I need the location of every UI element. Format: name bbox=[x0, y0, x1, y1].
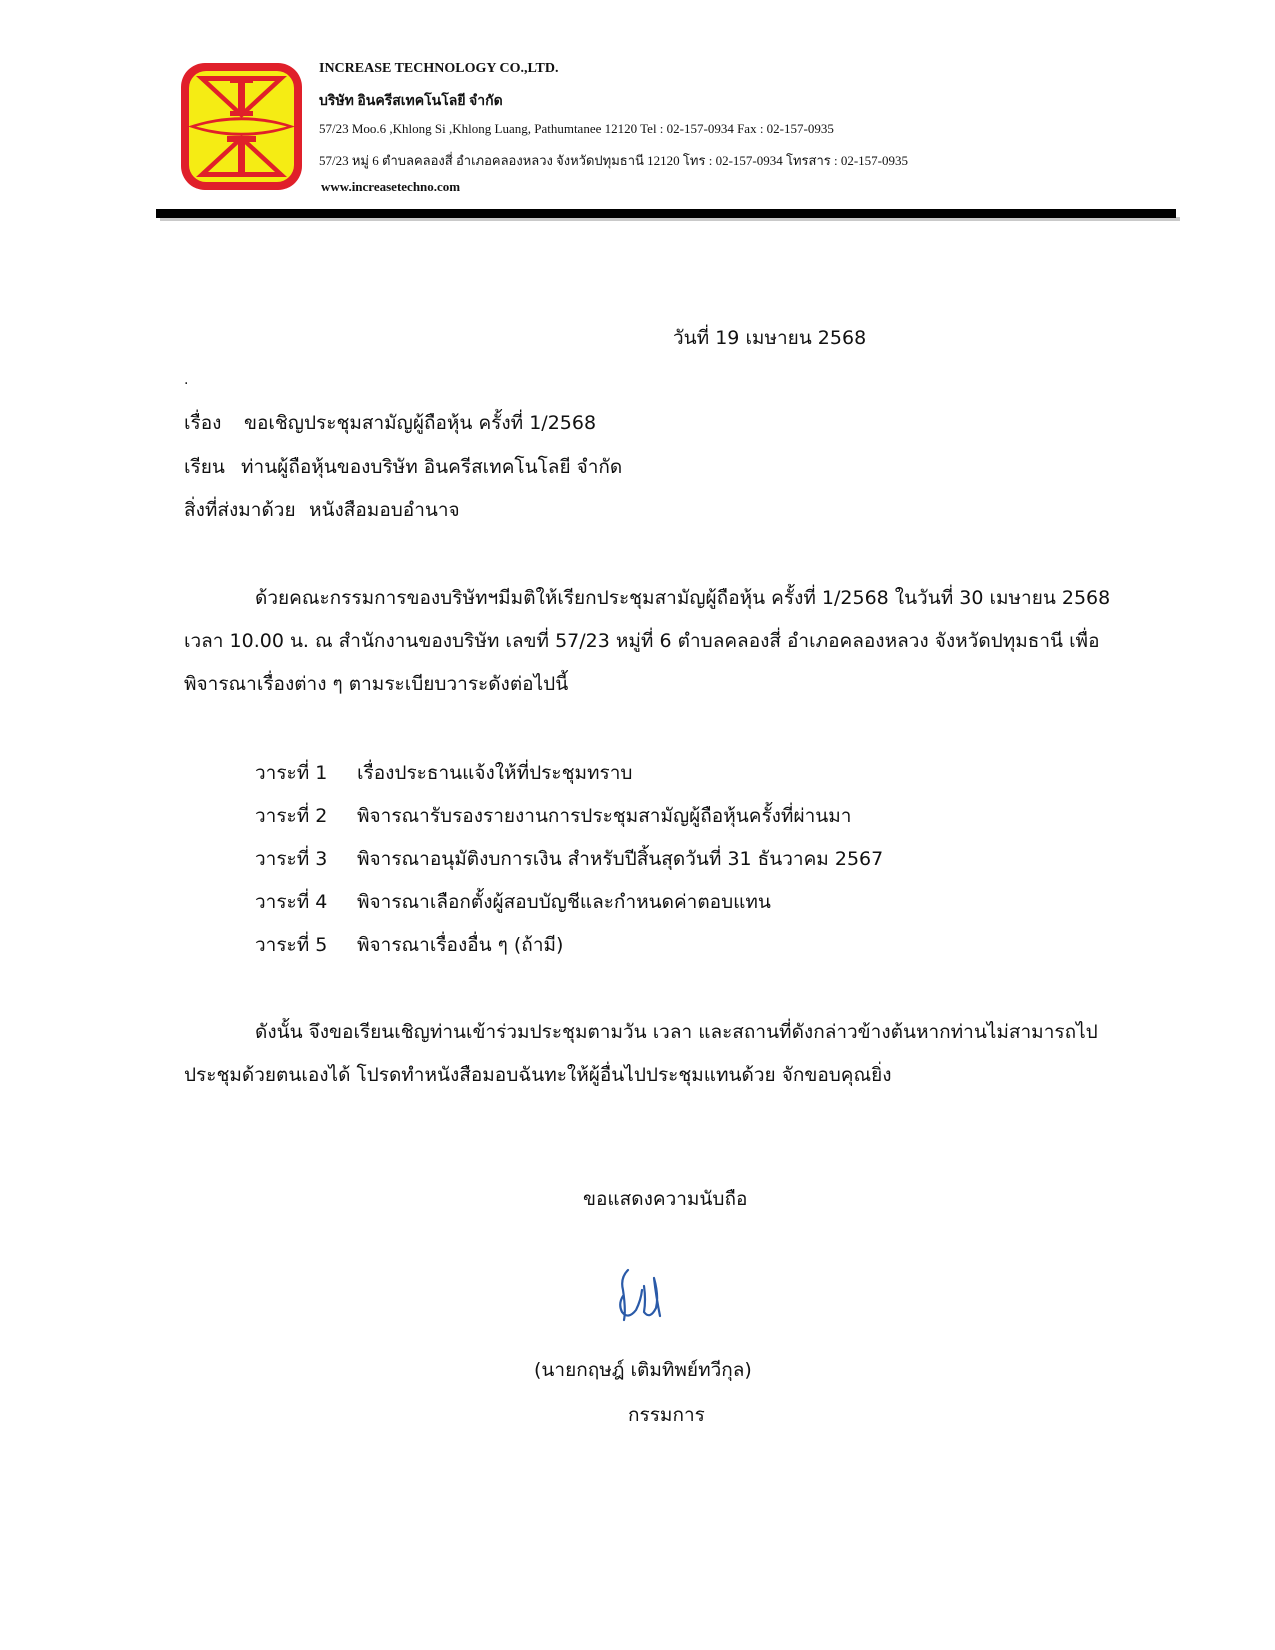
letter-date: วันที่ 19 เมษายน 2568 bbox=[673, 327, 867, 349]
company-website: www.increasetechno.com bbox=[321, 179, 461, 194]
agenda-number: วาระที่ 5 bbox=[255, 934, 328, 956]
intro-line: ด้วยคณะกรรมการของบริษัทฯมีมติให้เรียกประชุมสามัญผู้ถือหุ้น ครั้งที่ 1/2568 ในวันที่ 30 เมษายน 2568 bbox=[255, 587, 1111, 609]
agenda-number: วาระที่ 2 bbox=[255, 805, 328, 827]
agenda-text: เรื่องประธานแจ้งให้ที่ประชุมทราบ bbox=[357, 762, 633, 784]
signatory-name: (นายกฤษฎ์ เติมทิพย์ทวีกุล) bbox=[534, 1359, 752, 1381]
agenda-item bbox=[255, 924, 883, 967]
recipient-label: เรียน bbox=[184, 456, 225, 478]
agenda-item bbox=[255, 752, 883, 795]
recipient-text: ท่านผู้ถือหุ้นของบริษัท อินครีสเทคโนโลยี จำกัด bbox=[241, 456, 623, 478]
invitation-paragraph bbox=[184, 1011, 1144, 1097]
header-rule bbox=[156, 209, 1176, 218]
recipient-line bbox=[184, 455, 622, 479]
agenda-text: พิจารณารับรองรายงานการประชุมสามัญผู้ถือหุ้นครั้งที่ผ่านมา bbox=[357, 805, 852, 827]
agenda-item bbox=[255, 838, 883, 881]
agenda-item bbox=[255, 881, 883, 924]
agenda-text: พิจารณาเลือกตั้งผู้สอบบัญชีและกำหนดค่าตอบแทน bbox=[357, 891, 771, 913]
enclosure-label: สิ่งที่ส่งมาด้วย bbox=[184, 499, 296, 521]
company-name-th: บริษัท อินครีสเทคโนโลยี จำกัด bbox=[319, 94, 503, 109]
company-address-th: 57/23 หมู่ 6 ตำบลคลองสี่ อำเภอคลองหลวง จังหวัดปทุมธานี 12120 โทร : 02-157-0934 โทรสาร : 02-157-0935 bbox=[319, 153, 909, 168]
enclosure-line bbox=[184, 498, 460, 522]
intro-line: พิจารณาเรื่องต่าง ๆ ตามระเบียบวาระดังต่อไปนี้ bbox=[184, 673, 569, 695]
agenda-number: วาระที่ 4 bbox=[255, 891, 328, 913]
intro-line: เวลา 10.00 น. ณ สำนักงานของบริษัท เลขที่ 57/23 หมู่ที่ 6 ตำบลคลองสี่ อำเภอคลองหลวง จังหวัดปทุมธานี เพื่อ bbox=[184, 630, 1100, 652]
closing-phrase: ขอแสดงความนับถือ bbox=[583, 1188, 748, 1210]
company-name-en: INCREASE TECHNOLOGY CO.,LTD. bbox=[319, 61, 559, 76]
intro-paragraph bbox=[184, 577, 1144, 706]
subject-label: เรื่อง bbox=[184, 412, 222, 434]
subject-text: ขอเชิญประชุมสามัญผู้ถือหุ้น ครั้งที่ 1/2568 bbox=[244, 412, 597, 434]
invitation-line: ประชุมด้วยตนเองได้ โปรดทำหนังสือมอบฉันทะให้ผู้อื่นไปประชุมแทนด้วย จักขอบคุณยิ่ง bbox=[184, 1064, 892, 1086]
agenda-number: วาระที่ 1 bbox=[255, 762, 328, 784]
agenda-number: วาระที่ 3 bbox=[255, 848, 328, 870]
stray-dot: . bbox=[184, 372, 189, 388]
enclosure-text: หนังสือมอบอำนาจ bbox=[309, 499, 460, 521]
handwritten-signature bbox=[614, 1266, 664, 1326]
agenda-text: พิจารณาอนุมัติงบการเงิน สำหรับปีสิ้นสุดวันที่ 31 ธันวาคม 2567 bbox=[357, 848, 884, 870]
invitation-line: ดังนั้น จึงขอเรียนเชิญท่านเข้าร่วมประชุมตามวัน เวลา และสถานที่ดังกล่าวข้างต้นหากท่านไม่สามารถไป bbox=[255, 1021, 1098, 1043]
company-address-en: 57/23 Moo.6 ,Khlong Si ,Khlong Luang, Pathumtanee 12120 Tel : 02-157-0934 Fax : 02-157-0935 bbox=[319, 121, 834, 136]
company-logo bbox=[178, 60, 305, 193]
signatory-title: กรรมการ bbox=[628, 1404, 705, 1426]
subject-line bbox=[184, 411, 596, 435]
agenda-item bbox=[255, 795, 883, 838]
agenda-list bbox=[255, 752, 883, 967]
agenda-text: พิจารณาเรื่องอื่น ๆ (ถ้ามี) bbox=[357, 934, 564, 956]
